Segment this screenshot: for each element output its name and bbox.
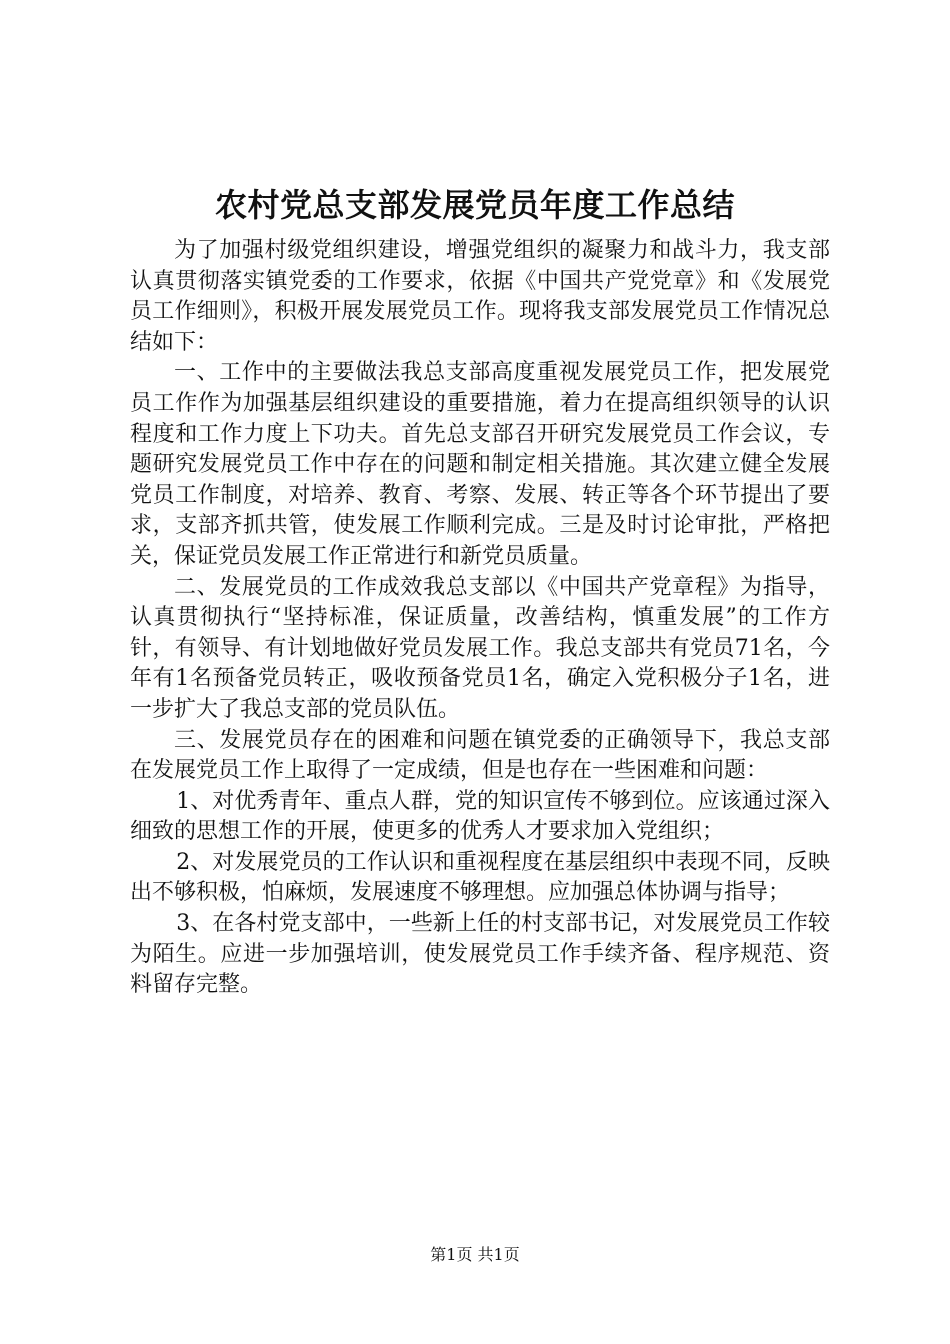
problem-item-2: 2、对发展党员的工作认识和重视程度在基层组织中表现不同，反映出不够积极，怕麻烦，发展速度不够理想。应加强总体协调与指导； bbox=[130, 849, 830, 906]
section-3-paragraph: 三、发展党员存在的困难和问题在镇党委的正确领导下，我总支部在发展党员工作上取得了一定成绩，但是也存在一些困难和问题： bbox=[130, 727, 830, 784]
document-title: 农村党总支部发展党员年度工作总结 bbox=[214, 186, 735, 224]
section-2-paragraph: 二、发展党员的工作成效我总支部以《中国共产党章程》为指导，认真贯彻执行“坚持标准，保证质量，改善结构，慎重发展”的工作方针，有领导、有计划地做好党员发展工作。我总支部共有党员71名，今年有1名预备党员转正，吸收预备党员1名，确定入党积极分子1名，进一步扩大了我总支部的党员队伍。 bbox=[130, 574, 830, 722]
problem-item-3: 3、在各村党支部中，一些新上任的村支部书记，对发展党员工作较为陌生。应进一步加强培训，使发展党员工作手续齐备、程序规范、资料留存完整。 bbox=[130, 911, 830, 998]
document-body bbox=[130, 236, 830, 1001]
section-1-paragraph: 一、工作中的主要做法我总支部高度重视发展党员工作，把发展党员工作作为加强基层组织建设的重要措施，着力在提高组织领导的认识程度和工作力度上下功夫。首先总支部召开研究发展党员工作会议，专题研究发展党员工作中存在的问题和制定相关措施。其次建立健全发展党员工作制度，对培养、教育、考察、发展、转正等各个环节提出了要求，支部齐抓共管，使发展工作顺利完成。三是及时讨论审批，严格把关，保证党员发展工作正常进行和新党员质量。 bbox=[130, 360, 830, 569]
problem-item-1: 1、对优秀青年、重点人群，党的知识宣传不够到位。应该通过深入细致的思想工作的开展，使更多的优秀人才要求加入党组织； bbox=[130, 788, 830, 845]
page-footer: 第1页 共1页 bbox=[430, 1245, 520, 1264]
intro-paragraph: 为了加强村级党组织建设，增强党组织的凝聚力和战斗力，我支部认真贯彻落实镇党委的工作要求，依据《中国共产党党章》和《发展党员工作细则》，积极开展发展党员工作。现将我支部发展党员工作情况总结如下： bbox=[130, 238, 830, 355]
